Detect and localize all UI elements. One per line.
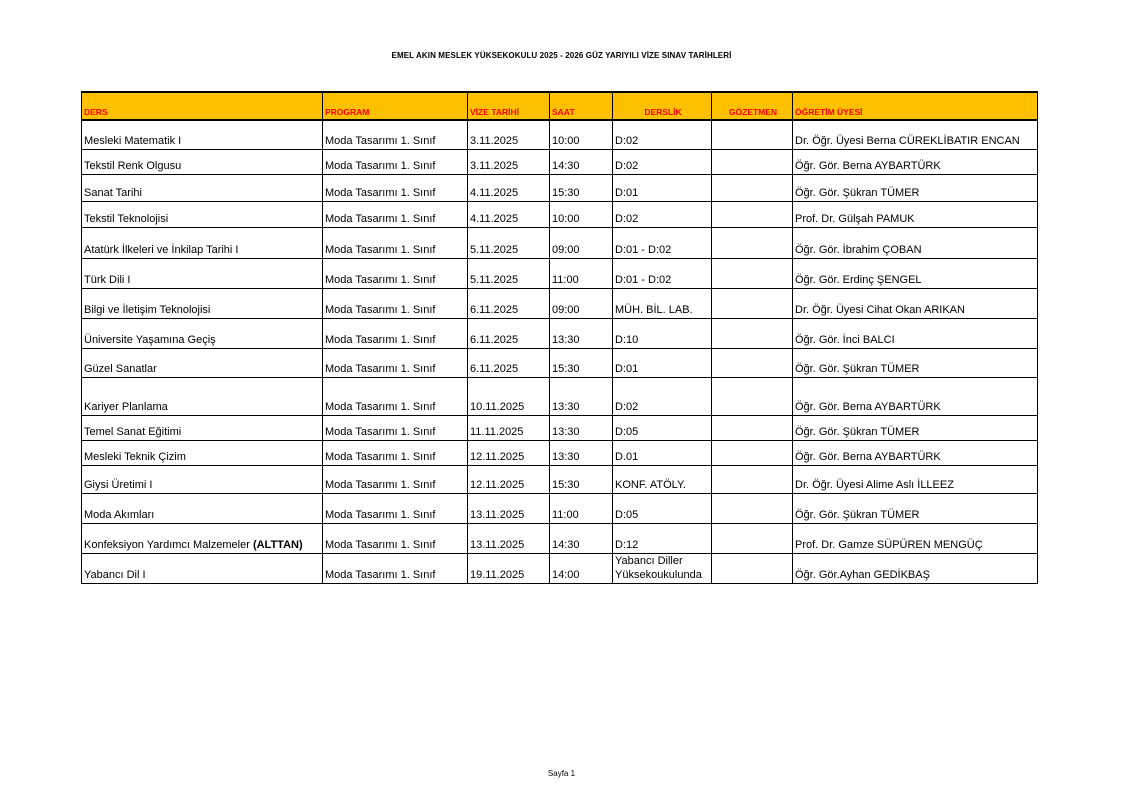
table-row <box>82 415 1038 440</box>
col-header-derslik: DERSLİK <box>613 92 712 120</box>
cell-ogretim-uyesi: Prof. Dr. Gamze SÜPÜREN MENGÜÇ <box>793 523 1038 553</box>
cell-tarih: 4.11.2025 <box>468 201 550 227</box>
table-row <box>82 377 1038 415</box>
cell-ders: Atatürk İlkeleri ve İnkilap Tarihi I <box>82 227 323 258</box>
table-row <box>82 465 1038 493</box>
cell-ders: Tekstil Teknolojisi <box>82 201 323 227</box>
table-row <box>82 523 1038 553</box>
table-row <box>82 493 1038 523</box>
page-footer: Sayfa 1 <box>547 769 576 778</box>
cell-ogretim-uyesi: Dr. Öğr. Üyesi Berna CÜREKLİBATIR ENCAN <box>793 120 1038 149</box>
cell-tarih: 13.11.2025 <box>468 523 550 553</box>
cell-saat: 09:00 <box>550 288 613 318</box>
cell-derslik: D.01 <box>613 440 712 465</box>
cell-gozetmen <box>712 465 793 493</box>
table-row <box>82 227 1038 258</box>
cell-ogretim-uyesi: Öğr. Gör. Berna AYBARTÜRK <box>793 149 1038 174</box>
table-row <box>82 174 1038 201</box>
table-row <box>82 553 1038 583</box>
derslik-line-2: Yüksekoukulunda <box>615 568 702 581</box>
cell-ders: Temel Sanat Eğitimi <box>82 415 323 440</box>
cell-gozetmen <box>712 377 793 415</box>
col-header-ders: DERS <box>82 92 323 120</box>
cell-derslik: D:02 <box>613 201 712 227</box>
cell-tarih: 5.11.2025 <box>468 258 550 288</box>
cell-derslik: D:02 <box>613 120 712 149</box>
cell-tarih: 3.11.2025 <box>468 149 550 174</box>
cell-program: Moda Tasarımı 1. Sınıf <box>323 553 468 583</box>
cell-tarih: 4.11.2025 <box>468 174 550 201</box>
cell-gozetmen <box>712 553 793 583</box>
cell-tarih: 13.11.2025 <box>468 493 550 523</box>
cell-gozetmen <box>712 288 793 318</box>
cell-program: Moda Tasarımı 1. Sınıf <box>323 174 468 201</box>
cell-derslik: D:10 <box>613 318 712 348</box>
cell-saat: 13:30 <box>550 440 613 465</box>
col-header-saat: SAAT <box>550 92 613 120</box>
cell-gozetmen <box>712 318 793 348</box>
cell-ogretim-uyesi: Öğr. Gör. Berna AYBARTÜRK <box>793 440 1038 465</box>
cell-gozetmen <box>712 258 793 288</box>
cell-saat: 13:30 <box>550 415 613 440</box>
cell-saat: 10:00 <box>550 201 613 227</box>
cell-ogretim-uyesi: Öğr. Gör. Şükran TÜMER <box>793 415 1038 440</box>
table-row <box>82 288 1038 318</box>
cell-saat: 11:00 <box>550 493 613 523</box>
cell-program: Moda Tasarımı 1. Sınıf <box>323 440 468 465</box>
cell-gozetmen <box>712 174 793 201</box>
cell-saat: 15:30 <box>550 174 613 201</box>
derslik-line-1: Yabancı Diller <box>615 554 683 567</box>
cell-saat: 13:30 <box>550 377 613 415</box>
cell-ders: Mesleki Matematik I <box>82 120 323 149</box>
cell-program: Moda Tasarımı 1. Sınıf <box>323 465 468 493</box>
cell-derslik: D:02 <box>613 149 712 174</box>
cell-tarih: 6.11.2025 <box>468 348 550 377</box>
cell-derslik: D:02 <box>613 377 712 415</box>
cell-derslik: D:01 <box>613 348 712 377</box>
cell-ders: Bilgi ve İletişim Teknolojisi <box>82 288 323 318</box>
cell-gozetmen <box>712 149 793 174</box>
cell-derslik: D:05 <box>613 493 712 523</box>
col-header-vize-tarihi: VİZE TARİHİ <box>468 92 550 120</box>
table-row <box>82 149 1038 174</box>
cell-tarih: 3.11.2025 <box>468 120 550 149</box>
cell-program: Moda Tasarımı 1. Sınıf <box>323 348 468 377</box>
cell-ders: Türk Dili I <box>82 258 323 288</box>
table-row <box>82 120 1038 149</box>
cell-ders <box>82 523 323 553</box>
table-row <box>82 440 1038 465</box>
cell-derslik: D:12 <box>613 523 712 553</box>
cell-ders: Yabancı Dil I <box>82 553 323 583</box>
cell-derslik <box>613 553 712 583</box>
cell-saat: 10:00 <box>550 120 613 149</box>
cell-saat: 14:00 <box>550 553 613 583</box>
col-header-gozetmen: GÖZETMEN <box>712 92 793 120</box>
page-title: EMEL AKIN MESLEK YÜKSEKOKULU 2025 - 2026 GÜZ YARIYILI VİZE SINAV TARİHLERİ <box>391 51 732 60</box>
cell-program: Moda Tasarımı 1. Sınıf <box>323 258 468 288</box>
cell-derslik: MÜH. BİL. LAB. <box>613 288 712 318</box>
cell-tarih: 11.11.2025 <box>468 415 550 440</box>
cell-tarih: 12.11.2025 <box>468 465 550 493</box>
cell-ders: Moda Akımları <box>82 493 323 523</box>
cell-tarih: 10.11.2025 <box>468 377 550 415</box>
cell-gozetmen <box>712 523 793 553</box>
cell-gozetmen <box>712 348 793 377</box>
cell-derslik: KONF. ATÖLY. <box>613 465 712 493</box>
cell-program: Moda Tasarımı 1. Sınıf <box>323 493 468 523</box>
cell-ders: Güzel Sanatlar <box>82 348 323 377</box>
cell-program: Moda Tasarımı 1. Sınıf <box>323 318 468 348</box>
exam-schedule-table <box>81 91 1038 584</box>
table-row <box>82 258 1038 288</box>
cell-saat: 13:30 <box>550 318 613 348</box>
cell-gozetmen <box>712 227 793 258</box>
cell-tarih: 6.11.2025 <box>468 288 550 318</box>
table-header-row <box>82 92 1038 120</box>
cell-ogretim-uyesi: Öğr. Gör. İbrahim ÇOBAN <box>793 227 1038 258</box>
cell-saat: 14:30 <box>550 149 613 174</box>
cell-program: Moda Tasarımı 1. Sınıf <box>323 523 468 553</box>
cell-derslik: D:05 <box>613 415 712 440</box>
cell-ders: Giysi Üretimi I <box>82 465 323 493</box>
cell-gozetmen <box>712 201 793 227</box>
cell-derslik: D:01 <box>613 174 712 201</box>
cell-program: Moda Tasarımı 1. Sınıf <box>323 201 468 227</box>
col-header-ogretim-uyesi: ÖĞRETİM ÜYESİ <box>793 92 1038 120</box>
cell-gozetmen <box>712 415 793 440</box>
cell-program: Moda Tasarımı 1. Sınıf <box>323 415 468 440</box>
cell-tarih: 12.11.2025 <box>468 440 550 465</box>
cell-saat: 11:00 <box>550 258 613 288</box>
cell-ogretim-uyesi: Öğr. Gör. Şükran TÜMER <box>793 493 1038 523</box>
cell-ogretim-uyesi: Öğr. Gör. Şükran TÜMER <box>793 174 1038 201</box>
cell-tarih: 5.11.2025 <box>468 227 550 258</box>
cell-tarih: 6.11.2025 <box>468 318 550 348</box>
cell-program: Moda Tasarımı 1. Sınıf <box>323 377 468 415</box>
cell-ogretim-uyesi: Öğr. Gör. İnci BALCI <box>793 318 1038 348</box>
cell-ogretim-uyesi: Öğr. Gör. Erdinç ŞENGEL <box>793 258 1038 288</box>
ders-name: Konfeksiyon Yardımcı Malzemeler <box>84 538 250 551</box>
cell-ogretim-uyesi: Öğr. Gör. Berna AYBARTÜRK <box>793 377 1038 415</box>
cell-saat: 09:00 <box>550 227 613 258</box>
cell-gozetmen <box>712 440 793 465</box>
table-row <box>82 201 1038 227</box>
cell-tarih: 19.11.2025 <box>468 553 550 583</box>
cell-ogretim-uyesi: Öğr. Gör. Şükran TÜMER <box>793 348 1038 377</box>
cell-ders: Mesleki Teknik Çizim <box>82 440 323 465</box>
cell-saat: 15:30 <box>550 465 613 493</box>
cell-program: Moda Tasarımı 1. Sınıf <box>323 120 468 149</box>
cell-program: Moda Tasarımı 1. Sınıf <box>323 288 468 318</box>
cell-ogretim-uyesi: Prof. Dr. Gülşah PAMUK <box>793 201 1038 227</box>
cell-program: Moda Tasarımı 1. Sınıf <box>323 149 468 174</box>
cell-gozetmen <box>712 493 793 523</box>
cell-ders: Tekstil Renk Olgusu <box>82 149 323 174</box>
table-row <box>82 318 1038 348</box>
cell-ogretim-uyesi: Dr. Öğr. Üyesi Cihat Okan ARIKAN <box>793 288 1038 318</box>
cell-ders: Üniversite Yaşamına Geçiş <box>82 318 323 348</box>
cell-derslik: D:01 - D:02 <box>613 227 712 258</box>
table-row <box>82 348 1038 377</box>
cell-ders: Sanat Tarihi <box>82 174 323 201</box>
cell-saat: 15:30 <box>550 348 613 377</box>
cell-saat: 14:30 <box>550 523 613 553</box>
cell-ogretim-uyesi: Öğr. Gör.Ayhan GEDİKBAŞ <box>793 553 1038 583</box>
cell-gozetmen <box>712 120 793 149</box>
cell-program: Moda Tasarımı 1. Sınıf <box>323 227 468 258</box>
alttan-note: (ALTTAN) <box>252 538 303 551</box>
cell-ogretim-uyesi: Dr. Öğr. Üyesi Alime Aslı İLLEEZ <box>793 465 1038 493</box>
col-header-program: PROGRAM <box>323 92 468 120</box>
cell-derslik: D:01 - D:02 <box>613 258 712 288</box>
cell-ders: Kariyer Planlama <box>82 377 323 415</box>
